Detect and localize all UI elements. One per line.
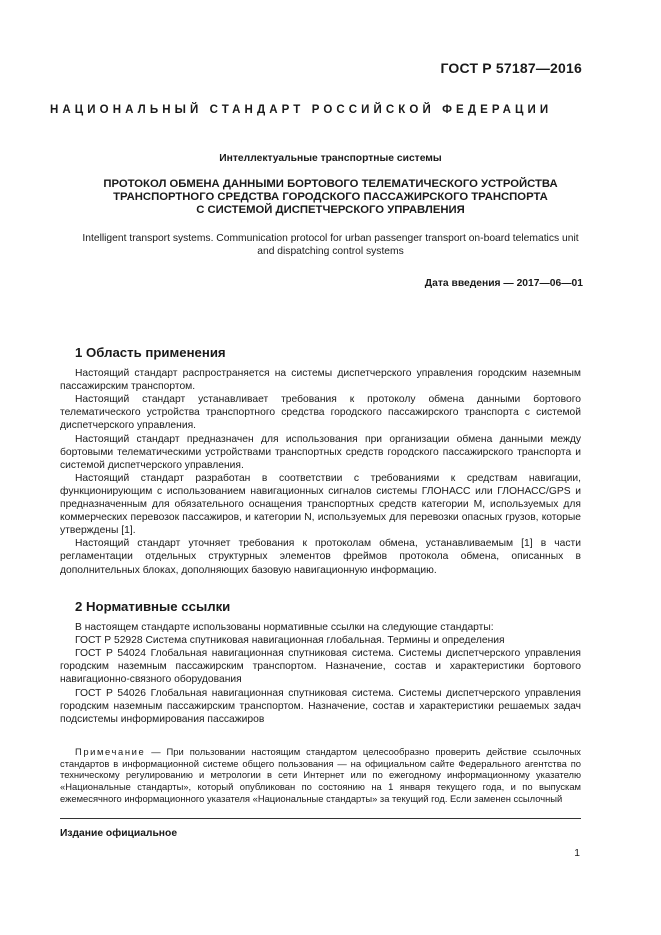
page-number: 1 — [574, 848, 580, 859]
section-scope — [60, 346, 581, 577]
paragraph: В настоящем стандарте использованы нормативные ссылки на следующие стандарты: — [75, 622, 494, 634]
section-heading: 2 Нормативные ссылки — [75, 599, 231, 614]
title-ru-line: С СИСТЕМОЙ ДИСПЕТЧЕРСКОГО УПРАВЛЕНИЯ — [196, 204, 465, 216]
reference-item: ГОСТ Р 52928 Система спутниковая навигационная глобальная. Термины и определения — [75, 635, 505, 647]
paragraph: Настоящий стандарт устанавливает требования к протоколу обмена данными бортового телематического устройства транспортного средства городского пассажирского транспорта с системой диспетчерского управления. — [60, 394, 581, 432]
standard-title-ru — [40, 178, 621, 217]
note-text: — При пользовании настоящим стандартом целесообразно проверить действие ссылочных стандартов в информационной системе общего пользования — на официальном сайте Федерального агентства по техническому регулированию и метрологии в сети Интернет или по ежегодному информационному указателю «Национальные стандарты», который опубликован по состоянию на 1 января текущего года, и по выпускам ежемесячного информационного указателя «Национальные стандарты» за текущий год. Если заменен ссылочный — [60, 746, 581, 804]
paragraph: Настоящий стандарт уточняет требования к протоколам обмена, устанавливаемым [1] в части регламентации отдельных структурных элементов фреймов протокола обмена, описанных в дополнительных блоках, дополняющих базовую навигационную информацию. — [60, 538, 581, 576]
document-code: ГОСТ Р 57187—2016 — [440, 60, 582, 76]
reference-item: ГОСТ Р 54024 Глобальная навигационная спутниковая система. Системы диспетчерского управления городским наземным пассажирским транспортом. Назначение, состав и характеристики бортового навигационно-связного оборудования — [60, 648, 581, 686]
introduction-date: Дата введения — 2017—06—01 — [424, 278, 583, 289]
section-normative-references — [60, 600, 581, 726]
title-en-line: and dispatching control systems — [257, 246, 404, 257]
paragraph: Настоящий стандарт распространяется на системы диспетчерского управления городским наземным пассажирским транспортом. — [60, 368, 581, 393]
reference-item: ГОСТ Р 54026 Глобальная навигационная спутниковая система. Системы диспетчерского управления городским наземным пассажирским транспортом. Назначение, состав и характеристики решаемых задач подсистемы информирования пассажиров — [60, 687, 581, 725]
section-heading: 1 Область применения — [75, 345, 226, 360]
national-standard-banner: НАЦИОНАЛЬНЫЙ СТАНДАРТ РОССИЙСКОЙ ФЕДЕРАЦИИ — [50, 104, 553, 116]
standard-title-en — [50, 232, 611, 258]
footer-divider — [60, 818, 581, 819]
title-en-line: Intelligent transport systems. Communication protocol for urban passenger transport on-board telematics unit — [82, 233, 579, 244]
paragraph: Настоящий стандарт предназначен для использования при организации обмена данными между бортовыми телематическими устройствами транспортных средств городского пассажирского транспорта и системой диспетчерского управления. — [60, 433, 581, 471]
note-label: Примечание — [75, 746, 146, 757]
title-ru-line: ТРАНСПОРТНОГО СРЕДСТВА ГОРОДСКОГО ПАССАЖИРСКОГО ТРАНСПОРТА — [113, 191, 548, 203]
paragraph: Настоящий стандарт разработан в соответствии с требованиями к средствам навигации, функционирующим с использованием навигационных сигналов системы ГЛОНАСС или ГЛОНАСС/GPS и предназначенным для обязательного оснащения транспортных средств категории М, используемых для коммерческих перевозок пассажиров, и категории N, используемых для перевозки опасных грузов, которые утверждены [1]. — [60, 472, 581, 537]
note — [60, 746, 581, 805]
edition-label: Издание официальное — [60, 828, 178, 839]
title-ru-line: ПРОТОКОЛ ОБМЕНА ДАННЫМИ БОРТОВОГО ТЕЛЕМАТИЧЕСКОГО УСТРОЙСТВА — [103, 178, 558, 190]
standard-topic: Интеллектуальные транспортные системы — [219, 153, 442, 164]
